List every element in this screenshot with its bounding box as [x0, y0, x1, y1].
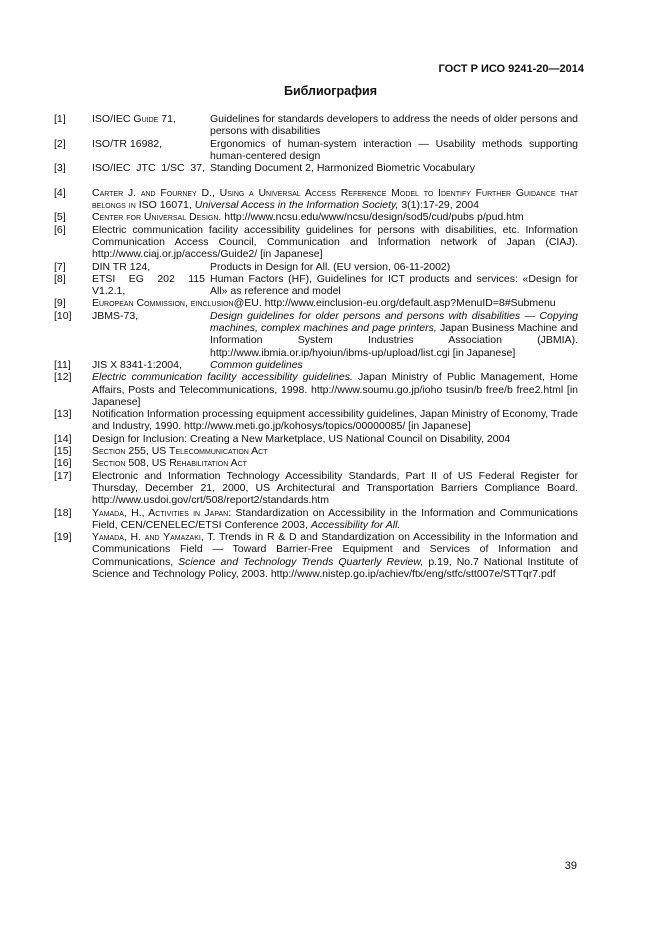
- bib-entry-number: [18]: [54, 506, 72, 519]
- bib-entry: [54, 261, 578, 273]
- bib-entry-number: [3]: [54, 162, 66, 175]
- bib-entry: [54, 445, 578, 457]
- document-code-header: ГОСТ Р ИСО 9241-20—2014: [438, 63, 584, 75]
- bib-entry-number: [15]: [54, 445, 72, 458]
- bib-entry-text: Standing Document 2, Harmonized Biometric Vocabulary: [210, 162, 475, 175]
- bib-entry-text: Ergonomics of human-system interaction — Usability methods supporting human-centered design: [210, 137, 578, 162]
- bib-entry-text: ISO 16071,: [138, 199, 192, 212]
- bib-entry: [54, 371, 578, 408]
- bib-entry-tail: p.19, No.7 National Institute of Science and Technology Policy, 2003. http://www.nistep.go.ip/achiev/ftx/eng/stfc/stt007e/STTqr7.pdf: [92, 555, 579, 580]
- bib-entry-number: [7]: [54, 260, 66, 273]
- bib-entry: [54, 359, 578, 371]
- bib-entry-italic: Design guidelines for older persons and persons with disabilities — Copying machines, complex machines and page printers,: [210, 309, 578, 335]
- bib-entry-author: Center for Universal Design.: [92, 211, 222, 224]
- bib-entry-link: http://www.ncsu.edu/www/ncsu/design/sod5/cud/pubs p/pud.htm: [224, 211, 524, 224]
- bib-entry-number: [6]: [54, 223, 66, 236]
- bib-entry-number: [13]: [54, 408, 72, 421]
- bib-entry-number: [5]: [54, 211, 66, 224]
- bib-entry: [54, 433, 578, 445]
- bib-entry: [54, 507, 578, 532]
- bib-entry-text: Guidelines for standards developers to address the needs of older persons and persons with disabilities: [210, 113, 578, 138]
- bib-entry-number: [1]: [54, 113, 66, 125]
- bib-entry: [54, 211, 578, 223]
- bib-entry-reference: ISO/TR 16982,: [92, 137, 163, 150]
- bib-entry-number: [16]: [54, 457, 72, 470]
- bib-entry-author: Carter J. and Fourney D., Using a Universal Access Reference Model to Identify Further Guidance that belongs in: [92, 186, 578, 212]
- bib-entry-italic: Universal Access in the Information Society,: [194, 199, 399, 212]
- bib-entry-italic: Science and Technology Trends Quarterly Review,: [178, 555, 424, 568]
- bib-entry-italic: Accessibility for All.: [310, 518, 401, 531]
- bib-entry-author: Yamada, H., Activities in Japan:: [92, 506, 232, 519]
- bib-entry-reference: ISO/IEC Guide 71,: [92, 113, 176, 125]
- page-number: 39: [564, 860, 577, 872]
- bib-entry: [54, 457, 578, 469]
- bib-entry: [54, 113, 578, 138]
- bib-entry-author: European Commission, einclusion: [92, 297, 234, 310]
- bib-entry-tail: 3(1):17-29, 2004: [401, 199, 479, 212]
- bib-entry-reference: ETSI EG 202 115 V1.2.1,: [92, 272, 205, 298]
- bib-entry: [54, 138, 578, 163]
- bib-entry: [54, 224, 578, 261]
- bib-entry: [54, 470, 578, 507]
- bib-entry-number: [11]: [54, 358, 71, 371]
- bib-entry-link: @EU. http://www.einclusion-eu.org/default.asp?MenuID=8#Submenu: [233, 297, 556, 310]
- bib-entry-number: [9]: [54, 297, 66, 310]
- bibliography-list: [54, 113, 578, 580]
- bib-entry-text: Design for Inclusion: Creating a New Marketplace, US National Council on Disability, 2004: [92, 432, 511, 445]
- page-title: Библиография: [283, 84, 378, 98]
- bib-entry: [54, 273, 578, 298]
- bib-entry-number: [10]: [54, 309, 72, 322]
- bib-entry-body: [210, 310, 578, 359]
- bib-entry-italic-text: [210, 359, 578, 371]
- bib-entry: [54, 310, 578, 359]
- bib-entry-text: Standardization on Accessibility in the Information and Communications Field, CEN/CENELEC/ETSI Conference 2003,: [92, 506, 578, 531]
- bib-entry-author: Section 508, US Rehabilitation Act: [92, 457, 247, 470]
- bib-entry-reference: JBMS-73,: [92, 309, 139, 322]
- bib-entry-reference: ISO/IEC JTC 1/SC 37,: [92, 162, 205, 175]
- bib-entry-text: Trends in R & D and Standardization on Accessibility in the Information and Communications Field — Toward Barrier-Free Equipment and Services of Information and Communications,: [92, 531, 579, 568]
- bib-entry-text: Japan Ministry of Public Management, Home Affairs, Posts and Telecommunications, 1998. http://www.soumu.go.jp/ioho tsusin/b free/b free2.html [in Japanese]: [92, 371, 578, 408]
- bib-entry: [54, 531, 578, 580]
- bib-entry-author: Section 255, US Telecommunication Act: [92, 445, 268, 458]
- bib-entry-text: Japan Business Machine and Information System Industries Association (JBMIA). http://www.ibmia.or.ip/hyoiun/ibms-up/upload/list.cgi [in Japanese]: [210, 322, 578, 359]
- bib-entry-reference: JIS X 8341-1:2004,: [92, 358, 182, 371]
- bib-entry-author: Yamada, H. and Yamazaki, T.: [92, 531, 216, 544]
- bib-entry: [54, 297, 578, 309]
- bib-entry-text: Electric communication facility accessibility guidelines for persons with disabilities, etc. Information Communication Access Council, Communication and Information network of Japan (CIAJ). http://www.ciaj.or.jp/access/Guide2/ [in Japanese]: [92, 223, 578, 261]
- bib-entry-text: Products in Design for All. (EU version, 06-11-2002): [210, 260, 451, 273]
- bib-entry-text: Notification Information processing equipment accessibility guidelines, Japan Ministry of Economy, Trade and Industry, 1990. http://www.meti.go.jp/kohosys/topics/00000085/ [in Japanese]: [92, 408, 578, 433]
- bib-entry-number: [17]: [54, 469, 72, 482]
- bib-entry-italic: Electric communication facility accessibility guidelines.: [92, 371, 353, 384]
- bib-entry-text: Electronic and Information Technology Accessibility Standards, Part II of US Federal Register for Thursday, December 21, 2000, US Architectural and Transportation Barriers Compliance Board. http://www.usdoi.gov/crt/508/report2/standards.htm: [92, 469, 578, 507]
- bib-entry: [54, 187, 578, 212]
- bib-entry-number: [8]: [54, 272, 66, 285]
- bib-entry-number: [4]: [54, 186, 66, 199]
- bib-entry-number: [2]: [54, 137, 66, 150]
- bib-entry-number: [14]: [54, 432, 72, 445]
- bib-entry-italic: Common guidelines: [210, 358, 303, 371]
- bib-entry: [54, 408, 578, 433]
- bib-entry-reference: DIN TR 124,: [92, 260, 151, 273]
- bib-entry: [54, 162, 578, 187]
- bib-entry-text: Human Factors (HF), Guidelines for ICT products and services: «Design for All» as reference and model: [210, 272, 578, 298]
- bib-entry-number: [19]: [54, 531, 72, 544]
- bib-entry-number: [12]: [54, 371, 72, 384]
